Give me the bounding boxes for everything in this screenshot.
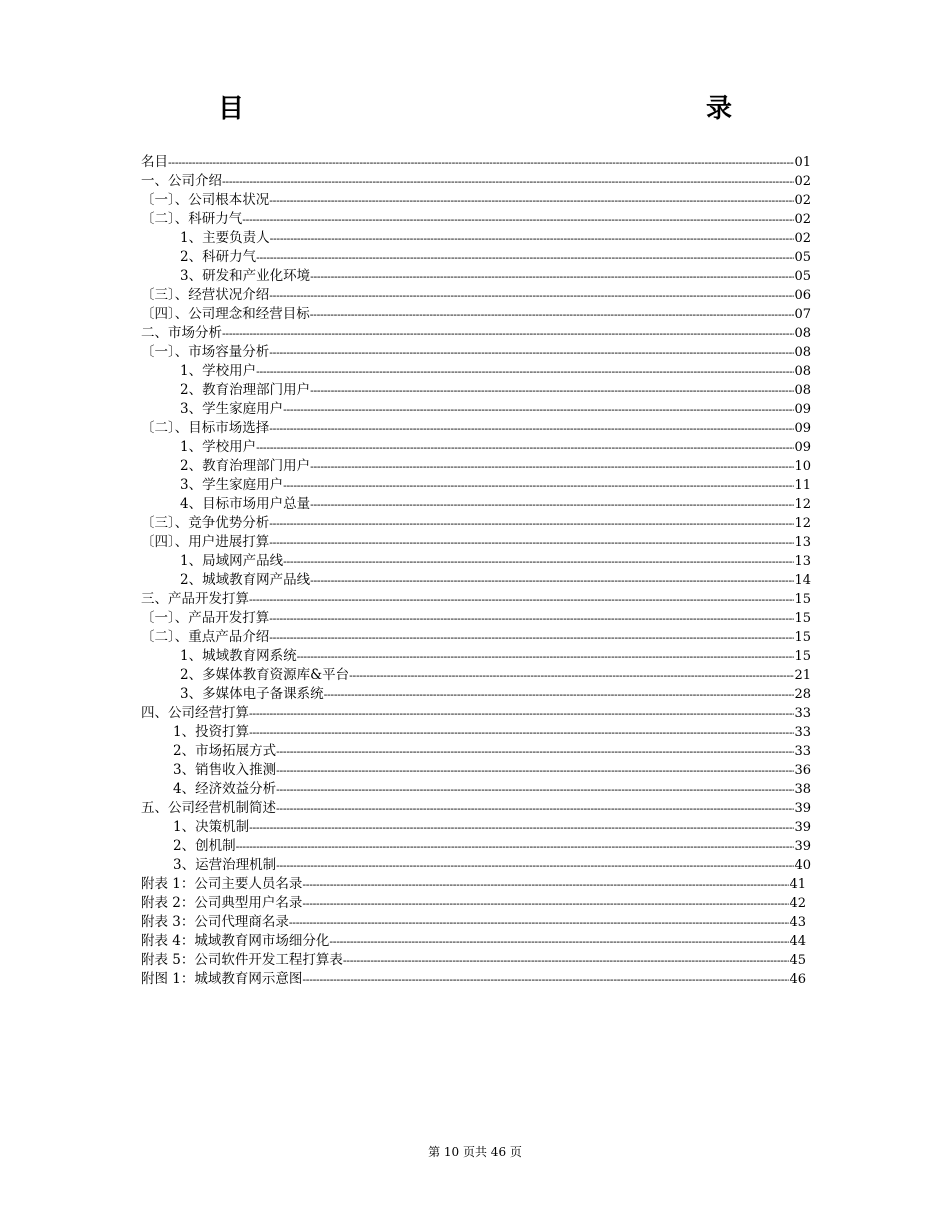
toc-entry-label: 2、教育治理部门用户 [180,458,311,474]
toc-entry-label: 附表 3：公司代理商名录 [141,914,289,930]
toc-entry-label: 1、主要负责人 [180,230,270,246]
toc-entry-label: 3、学生家庭用户 [180,401,284,417]
toc-entry[interactable] [141,818,811,837]
toc-leader-dashes [276,780,794,799]
toc-entry[interactable] [141,666,811,685]
toc-entry[interactable] [141,628,811,647]
toc-entry[interactable] [141,324,811,343]
toc-entry-label: 2、创机制 [173,838,236,854]
toc-entry-page: 13 [794,554,811,569]
toc-leader-dashes [276,856,794,875]
toc-entry-page: 44 [789,934,806,949]
toc-entry[interactable] [141,970,806,989]
toc-entry-label: 〔三〕、竞争优势分析 [141,515,270,531]
toc-entry[interactable] [141,875,806,894]
page-footer: 第 10 页共 46 页 [428,1145,522,1159]
toc-entry-label: 〔四〕、用户进展打算 [141,534,270,550]
toc-entry-page: 38 [794,782,811,797]
toc-entry-label: 〔二〕、科研力气 [141,211,243,227]
toc-entry-label: 〔三〕、经营状况介绍 [141,287,270,303]
toc-leader-dashes [168,153,794,172]
toc-leader-dashes [302,875,789,894]
toc-entry-page: 09 [794,402,811,417]
toc-entry-label: 3、研发和产业化环境 [180,268,311,284]
toc-leader-dashes [249,590,794,609]
toc-entry-page: 39 [794,801,811,816]
toc-entry[interactable] [141,837,811,856]
toc-leader-dashes [310,457,794,476]
toc-leader-dashes [249,818,794,837]
toc-entry[interactable] [141,476,811,495]
toc-leader-dashes [256,248,794,267]
toc-leader-dashes [297,647,795,666]
toc-leader-dashes [310,305,795,324]
toc-entry[interactable] [141,438,811,457]
toc-entry-page: 02 [794,231,811,246]
toc-entry-page: 08 [794,326,811,341]
toc-entry-page: 43 [789,915,806,930]
toc-entry[interactable] [141,913,806,932]
toc-leader-dashes [242,210,794,229]
toc-leader-dashes [269,419,794,438]
toc-entry-label: 三、产品开发打算 [141,591,249,607]
toc-entry-page: 12 [794,516,811,531]
toc-leader-dashes [310,381,794,400]
toc-entry-page: 36 [794,763,811,778]
toc-entry-page: 15 [794,649,811,664]
toc-entry-page: 15 [794,611,811,626]
toc-entry-page: 13 [794,535,811,550]
toc-entry[interactable] [141,894,806,913]
toc-leader-dashes [283,552,794,571]
toc-leader-dashes [269,286,794,305]
toc-entry-label: 附表 4：城域教育网市场细分化 [141,933,330,949]
toc-entry-label: 1、投资打算 [173,724,250,740]
toc-leader-dashes [269,609,794,628]
toc-entry-page: 21 [794,668,811,683]
toc-entry-label: 附图 1：城域教育网示意图 [141,971,303,987]
toc-entry-label: 3、销售收入推测 [173,762,277,778]
toc-leader-dashes [270,229,795,248]
toc-entry[interactable] [141,723,811,742]
toc-entry[interactable] [141,932,806,951]
toc-leader-dashes [269,533,794,552]
toc-leader-dashes [324,685,795,704]
toc-entry-page: 08 [794,383,811,398]
toc-entry-page: 33 [794,706,811,721]
toc-entry-label: 五、公司经营机制简述 [141,800,276,816]
toc-entry[interactable] [141,419,811,438]
table-of-contents [141,153,811,989]
toc-entry[interactable] [141,286,811,305]
toc-entry-label: 3、多媒体电子备课系统 [180,686,324,702]
page-title: 目 录 [217,94,828,124]
toc-entry[interactable] [141,305,811,324]
toc-entry-page: 15 [794,630,811,645]
toc-leader-dashes [283,400,794,419]
toc-leader-dashes [343,951,790,970]
toc-entry[interactable] [141,381,811,400]
toc-leader-dashes [310,571,794,590]
toc-entry-page: 09 [794,421,811,436]
toc-entry-label: 2、城域教育网产品线 [180,572,311,588]
toc-leader-dashes [269,343,794,362]
toc-leader-dashes [302,970,789,989]
toc-leader-dashes [269,628,794,647]
toc-entry-page: 07 [794,307,811,322]
toc-entry-label: 1、城域教育网系统 [180,648,297,664]
toc-entry-page: 42 [789,896,806,911]
toc-entry-label: 2、市场拓展方式 [173,743,277,759]
toc-entry-label: 附表 1：公司主要人员名录 [141,876,303,892]
toc-entry-page: 33 [794,725,811,740]
toc-entry-label: 2、科研力气 [180,249,257,265]
toc-leader-dashes [329,932,789,951]
toc-entry-page: 02 [794,212,811,227]
toc-entry-label: 〔一〕、产品开发打算 [141,610,270,626]
toc-entry[interactable] [141,761,811,780]
toc-entry-label: 名目 [141,154,168,170]
toc-entry-page: 15 [794,592,811,607]
toc-leader-dashes [283,476,794,495]
toc-entry-page: 14 [794,573,811,588]
toc-entry[interactable] [141,533,811,552]
toc-entry[interactable] [141,780,811,799]
toc-entry[interactable] [141,153,811,172]
toc-entry[interactable] [141,590,811,609]
toc-leader-dashes [236,837,795,856]
toc-entry[interactable] [141,951,806,970]
toc-entry-page: 28 [794,687,811,702]
toc-entry-label: 〔一〕、公司根本状况 [141,192,270,208]
toc-entry-label: 〔一〕、市场容量分析 [141,344,270,360]
toc-entry-label: 一、公司介绍 [141,173,222,189]
toc-entry[interactable] [141,248,811,267]
toc-entry-page: 33 [794,744,811,759]
toc-leader-dashes [276,799,794,818]
toc-entry-page: 08 [794,345,811,360]
toc-leader-dashes [222,172,794,191]
toc-entry[interactable] [141,609,811,628]
toc-leader-dashes [276,742,794,761]
toc-entry[interactable] [141,229,811,248]
toc-entry-label: 二、市场分析 [141,325,222,341]
toc-entry[interactable] [141,343,811,362]
toc-entry-page: 39 [794,820,811,835]
toc-leader-dashes [222,324,794,343]
toc-entry[interactable] [141,210,811,229]
toc-leader-dashes [269,191,794,210]
toc-entry-label: 〔二〕、目标市场选择 [141,420,270,436]
toc-entry-page: 01 [794,155,811,170]
toc-entry-label: 〔二〕、重点产品介绍 [141,629,270,645]
toc-entry[interactable] [141,514,811,533]
toc-entry-page: 06 [794,288,811,303]
toc-entry[interactable] [141,495,811,514]
toc-entry-label: 4、经济效益分析 [173,781,277,797]
toc-entry[interactable] [141,647,811,666]
toc-entry-page: 40 [794,858,811,873]
toc-entry[interactable] [141,685,811,704]
toc-leader-dashes [249,723,794,742]
toc-leader-dashes [310,495,794,514]
toc-entry-page: 02 [794,174,811,189]
toc-entry[interactable] [141,457,811,476]
toc-entry-label: 3、运营治理机制 [173,857,277,873]
toc-entry[interactable] [141,400,811,419]
toc-entry-page: 12 [794,497,811,512]
toc-leader-dashes [289,913,790,932]
toc-entry-label: 附表 2：公司典型用户名录 [141,895,303,911]
toc-entry-page: 02 [794,193,811,208]
toc-leader-dashes [269,514,794,533]
toc-entry[interactable] [141,191,811,210]
toc-entry-page: 39 [794,839,811,854]
toc-entry[interactable] [141,362,811,381]
toc-entry[interactable] [141,704,811,723]
toc-entry-label: 1、学校用户 [180,363,257,379]
toc-leader-dashes [256,438,794,457]
toc-entry[interactable] [141,552,811,571]
toc-entry-label: 2、教育治理部门用户 [180,382,311,398]
toc-leader-dashes [276,761,794,780]
toc-entry-label: 1、局域网产品线 [180,553,284,569]
toc-leader-dashes [349,666,794,685]
toc-entry-label: 〔四〕、公司理念和经营目标 [141,306,310,322]
toc-entry-page: 09 [794,440,811,455]
toc-leader-dashes [249,704,794,723]
toc-entry-label: 2、多媒体教育资源库&平台 [180,667,350,683]
toc-entry-label: 3、学生家庭用户 [180,477,284,493]
toc-entry[interactable] [141,856,811,875]
toc-entry-page: 11 [794,478,811,493]
toc-entry[interactable] [141,799,811,818]
toc-entry-label: 附表 5：公司软件开发工程打算表 [141,952,343,968]
toc-entry-page: 45 [789,953,806,968]
toc-entry-page: 08 [794,364,811,379]
toc-entry-label: 1、决策机制 [173,819,250,835]
toc-entry[interactable] [141,571,811,590]
toc-entry[interactable] [141,267,811,286]
toc-entry[interactable] [141,172,811,191]
toc-entry-label: 4、目标市场用户总量 [180,496,311,512]
toc-entry-page: 05 [794,250,811,265]
toc-leader-dashes [256,362,794,381]
toc-entry-page: 41 [789,877,806,892]
toc-entry-page: 10 [794,459,811,474]
toc-leader-dashes [302,894,789,913]
toc-entry-page: 46 [789,972,806,987]
toc-leader-dashes [310,267,794,286]
toc-entry-label: 四、公司经营打算 [141,705,249,721]
toc-entry-page: 05 [794,269,811,284]
toc-entry-label: 1、学校用户 [180,439,257,455]
toc-entry[interactable] [141,742,811,761]
